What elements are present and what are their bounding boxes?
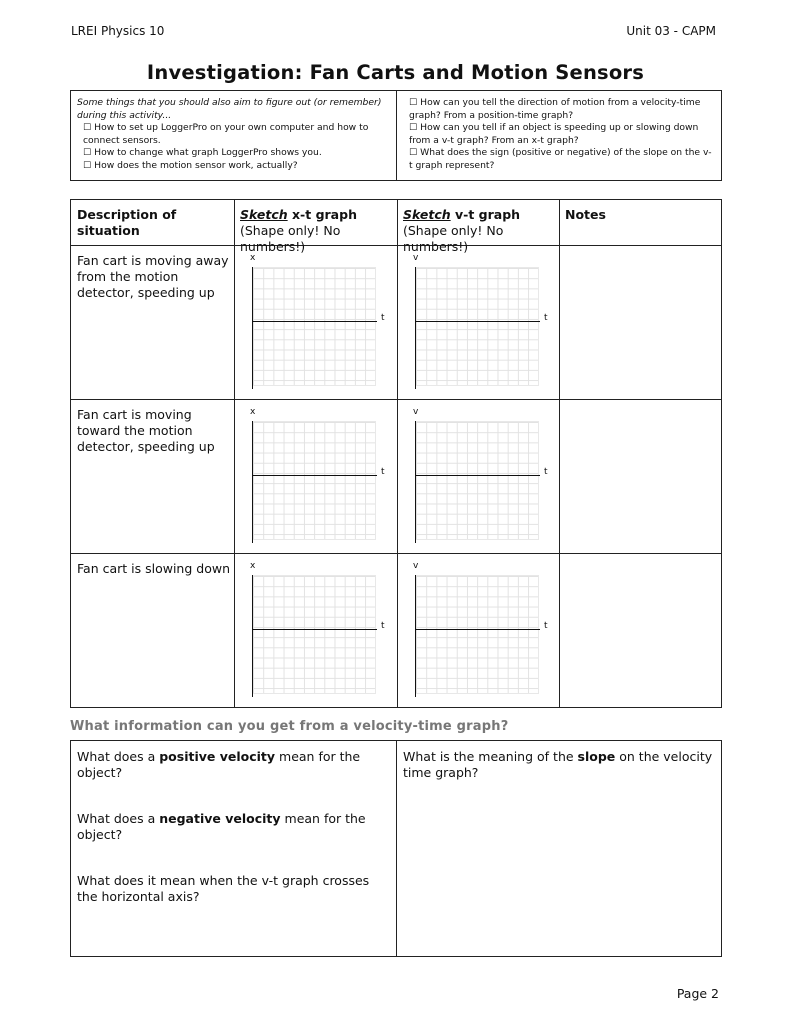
- graph-grid: [252, 267, 376, 386]
- checkbox-icon: ☐: [409, 97, 418, 108]
- t-axis: [252, 321, 377, 322]
- xt-sketch-area[interactable]: [234, 561, 385, 704]
- aim-item: ☐ How to set up LoggerPro on your own computer and how to connect sensors.: [83, 122, 369, 146]
- question-crosses-axis: What does it mean when the v-t graph crosses the horizontal axis?: [77, 873, 370, 904]
- unit-header: Unit 03 - CAPM: [626, 24, 716, 38]
- situation-1: Fan cart is moving away from the motion detector, speeding up: [77, 253, 229, 300]
- v-axis-label: v: [413, 407, 419, 417]
- graph-grid: [252, 421, 376, 540]
- x-axis-label: x: [250, 561, 256, 571]
- page-title: Investigation: Fan Carts and Motion Sensors: [146, 61, 645, 84]
- y-axis: [415, 575, 416, 697]
- situation-2: Fan cart is moving toward the motion detector, speeding up: [77, 407, 215, 454]
- aims-left-column: [77, 97, 387, 173]
- y-axis: [415, 421, 416, 543]
- aims-box: [70, 90, 722, 181]
- x-axis-label: x: [250, 253, 256, 263]
- graph-grid: [415, 267, 539, 386]
- v-axis-label: v: [413, 561, 419, 571]
- header-vt-graph: Sketch v-t graph (Shape only! No numbers!): [403, 207, 521, 254]
- aim-item: ☐ How does the motion sensor work, actually?: [83, 159, 298, 171]
- header-notes: Notes: [565, 207, 606, 222]
- header-description: Description of situation: [77, 207, 177, 238]
- checkbox-icon: ☐: [83, 147, 92, 159]
- x-axis-label: x: [250, 407, 256, 417]
- checkbox-icon: ☐: [409, 122, 418, 134]
- section-heading: What information can you get from a velocity-time graph?: [70, 719, 509, 734]
- questions-divider: [396, 741, 397, 956]
- vt-sketch-area[interactable]: [397, 253, 548, 396]
- question-negative-velocity: What does a negative velocity mean for the object?: [77, 811, 366, 842]
- page-number: Page 2: [676, 986, 719, 1001]
- aim-item: ☐ How can you tell the direction of motion from a velocity-time graph? From a position-time graph?: [409, 97, 701, 121]
- checkbox-icon: ☐: [83, 159, 92, 171]
- t-axis-label: t: [544, 621, 548, 631]
- sketch-table: [70, 199, 722, 708]
- aims-right-column: [403, 97, 715, 173]
- graph-grid: [415, 421, 539, 540]
- notes-cell[interactable]: [560, 246, 721, 398]
- xt-sketch-area[interactable]: [234, 407, 385, 550]
- aim-item: ☐ How to change what graph LoggerPro shows you.: [83, 147, 322, 159]
- checkbox-icon: ☐: [409, 147, 418, 159]
- y-axis: [252, 575, 253, 697]
- t-axis-label: t: [381, 621, 385, 631]
- y-axis: [252, 421, 253, 543]
- y-axis: [252, 267, 253, 389]
- t-axis-label: t: [381, 467, 385, 477]
- header-xt-graph: Sketch x-t graph (Shape only! No numbers!): [240, 207, 357, 254]
- course-header: LREI Physics 10: [71, 24, 165, 38]
- graph-grid: [252, 575, 376, 694]
- xt-sketch-area[interactable]: [234, 253, 385, 396]
- t-axis-label: t: [381, 313, 385, 323]
- t-axis: [415, 629, 540, 630]
- t-axis-label: t: [544, 313, 548, 323]
- situation-3: Fan cart is slowing down: [77, 561, 230, 576]
- t-axis-label: t: [544, 467, 548, 477]
- aim-item: ☐ What does the sign (positive or negative) of the slope on the v-t graph represent?: [409, 147, 712, 171]
- aim-item: ☐ How can you tell if an object is speeding up or slowing down from a v-t graph? From an x-t graph?: [409, 122, 699, 146]
- question-slope: What is the meaning of the slope on the velocity time graph?: [403, 749, 713, 780]
- checkbox-icon: ☐: [83, 122, 92, 134]
- t-axis: [252, 475, 377, 476]
- question-positive-velocity: What does a positive velocity mean for the object?: [77, 749, 361, 780]
- aims-intro: Some things that you should also aim to figure out (or remember) during this activity...: [77, 97, 382, 121]
- v-axis-label: v: [413, 253, 419, 263]
- vt-sketch-area[interactable]: [397, 561, 548, 704]
- notes-cell[interactable]: [560, 400, 721, 552]
- y-axis: [415, 267, 416, 389]
- notes-cell[interactable]: [560, 554, 721, 706]
- graph-grid: [415, 575, 539, 694]
- questions-box: [70, 740, 722, 957]
- t-axis: [415, 321, 540, 322]
- t-axis: [415, 475, 540, 476]
- t-axis: [252, 629, 377, 630]
- vt-sketch-area[interactable]: [397, 407, 548, 550]
- aims-divider: [396, 91, 397, 180]
